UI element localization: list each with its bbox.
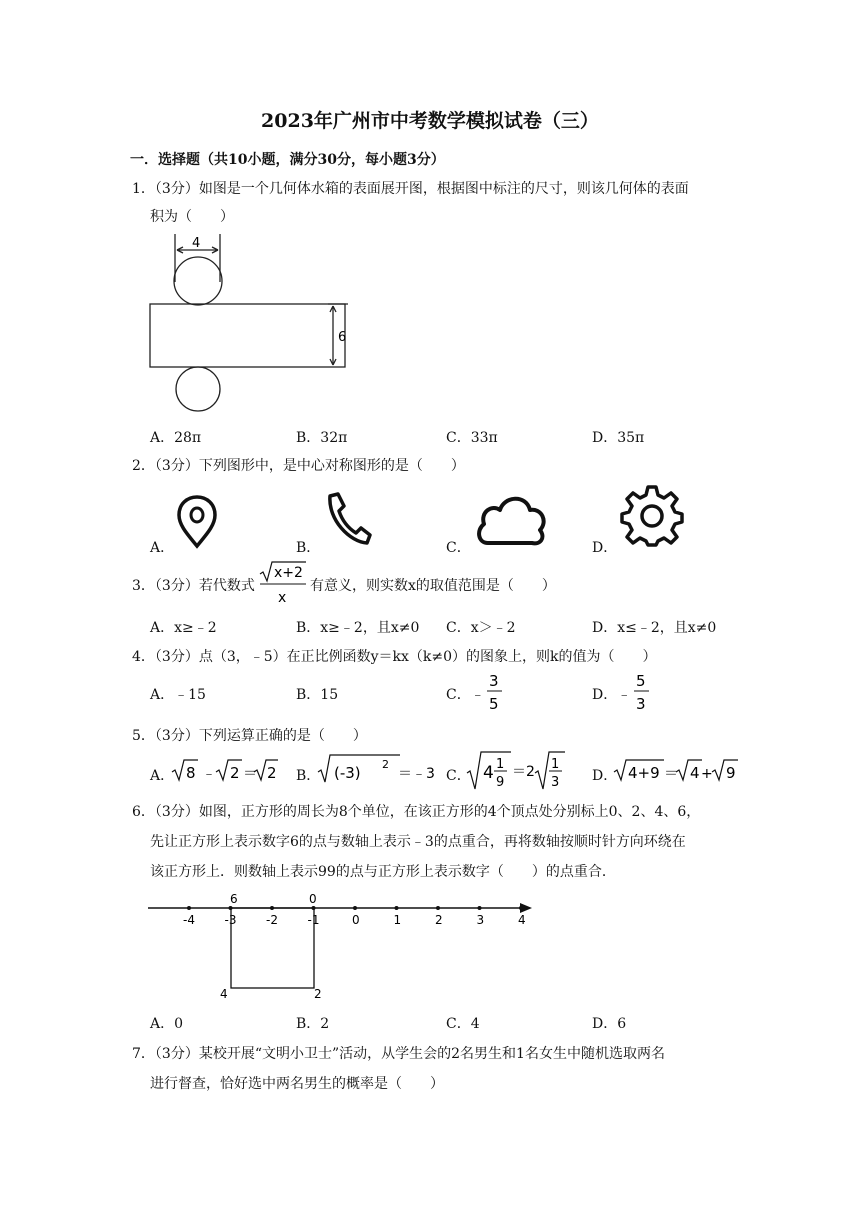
cloud-icon (474, 490, 548, 550)
top-circle (174, 257, 222, 305)
q5-option-b-expression (316, 752, 435, 786)
q5a-equals: ＝ (243, 766, 257, 782)
corner-label-6: 6 (230, 892, 238, 906)
q3-option-c[interactable]: C．x＞﹣2 (446, 620, 516, 636)
q5d-radicand-3: 9 (726, 764, 736, 782)
dim-top-label: 4 (192, 236, 201, 251)
axis-tick (478, 906, 482, 910)
q5b-rhs: ＝﹣3 (398, 766, 435, 782)
question-7-text: 7．（3分）某校开展“文明小卫士”活动，从学生会的2名男生和1名女生中随机选取两名 (132, 1046, 665, 1062)
rectangle (150, 304, 345, 367)
q4c-numerator: 3 (489, 672, 499, 690)
question-3-prefix: 3．（3分）若代数式 (132, 578, 255, 594)
q5c-num: 1 (496, 757, 505, 772)
gear-icon (620, 483, 684, 547)
q5a-radicand-1: 8 (186, 764, 196, 782)
fraction-expression (258, 560, 308, 608)
q2-option-d[interactable]: D． (592, 540, 618, 556)
axis-tick (395, 906, 399, 910)
q5d-plus: + (701, 766, 713, 782)
q2-option-a[interactable]: A． (150, 540, 175, 556)
question-3-suffix: 有意义，则实数x的取值范围是（ ） (310, 578, 556, 594)
q4c-denominator: 5 (489, 695, 499, 713)
q6-option-c[interactable]: C．4 (446, 1016, 480, 1032)
question-7-text-2: 进行督查，恰好选中两名男生的概率是（ ） (150, 1076, 444, 1092)
question-5-text: 5．（3分）下列运算正确的是（ ） (132, 728, 367, 744)
denominator: x (278, 590, 287, 606)
q1-option-a[interactable]: A．28π (150, 430, 202, 446)
phone-icon (322, 490, 372, 548)
q5c-whole: 4 (483, 763, 494, 783)
axis-tick-label: -4 (183, 913, 195, 927)
question-6-text: 6．（3分）如图，正方形的周长为8个单位，在该正方形的4个顶点处分别标上0、2、4、6， (132, 804, 701, 820)
section-heading: 一．选择题（共10小题，满分30分，每小题3分） (130, 152, 445, 168)
q4d-denominator: 3 (636, 695, 646, 713)
dim-side-label: 6 (338, 330, 347, 345)
question-2-text: 2．（3分）下列图形中，是中心对称图形的是（ ） (132, 458, 465, 474)
q5c-num2: 1 (551, 757, 560, 772)
q5a-radicand-2: 2 (230, 764, 240, 782)
q3-option-b[interactable]: B．x≥﹣2，且x≠0 (296, 620, 420, 636)
page-title: 2023年广州市中考数学模拟试卷（三） (261, 110, 599, 132)
corner-label-2: 2 (314, 987, 322, 1001)
axis-tick (187, 906, 191, 910)
axis-tick (353, 906, 357, 910)
q1-option-c[interactable]: C．33π (446, 430, 498, 446)
axis-tick-label: 2 (435, 913, 443, 927)
radicand: x+2 (274, 565, 303, 581)
question-6-text-3: 该正方形上．则数轴上表示99的点与正方形上表示数字（ ）的点重合． (150, 864, 616, 880)
q4d-numerator: 5 (636, 672, 646, 690)
corner-label-0: 0 (309, 892, 317, 906)
q5-option-a[interactable]: A． (150, 768, 175, 784)
q1-option-b[interactable]: B．32π (296, 430, 348, 446)
q4-option-a[interactable]: A．﹣15 (150, 687, 206, 703)
question-4-text: 4．（3分）点（3，﹣5）在正比例函数y＝kx（k≠0）的图象上，则k的值为（ ） (132, 649, 657, 665)
q5-option-c[interactable]: C． (446, 768, 471, 784)
q4-option-c[interactable]: C．﹣ (446, 687, 485, 703)
question-1-text-cont: 积为（ ） (150, 209, 234, 225)
q4-option-b[interactable]: B．15 (296, 687, 339, 703)
q5c-den: 9 (496, 775, 505, 790)
q5d-radicand-2: 4 (690, 764, 700, 782)
q4-option-d-fraction (632, 670, 652, 714)
q4-option-d[interactable]: D．﹣ (592, 687, 632, 703)
axis-tick-label: -2 (266, 913, 278, 927)
q6-option-b[interactable]: B．2 (296, 1016, 330, 1032)
q5b-exponent: 2 (382, 758, 389, 771)
q6-option-a[interactable]: A．0 (150, 1016, 184, 1032)
q5c-eq: ＝2 (512, 764, 535, 780)
q3-option-a[interactable]: A．x≥﹣2 (150, 620, 217, 636)
axis-tick-label: 3 (476, 913, 485, 927)
q5a-radicand-3: 2 (267, 764, 277, 782)
q5-option-b[interactable]: B． (296, 768, 321, 784)
axis-tick-label: 1 (393, 913, 402, 927)
q1-option-d[interactable]: D．35π (592, 430, 645, 446)
axis-tick (436, 906, 440, 910)
q4-option-c-fraction (485, 670, 505, 714)
q2-option-b[interactable]: B． (296, 540, 321, 556)
q5a-minus: ﹣ (202, 766, 216, 782)
q5-option-c-expression (465, 749, 585, 793)
q5-option-d-expression (612, 756, 760, 786)
q5-option-a-expression (170, 756, 280, 786)
question-6-text-2: 先让正方形上表示数字6的点与数轴上表示﹣3的点重合，再将数轴按顺时针方向环绕在 (150, 834, 686, 850)
q2-option-c[interactable]: C． (446, 540, 471, 556)
axis-tick-label: -1 (307, 913, 320, 927)
question-1-text: 1．（3分）如图是一个几何体水箱的表面展开图，根据图中标注的尺寸，则该几何体的表面 (132, 181, 689, 197)
q6-option-d[interactable]: D．6 (592, 1016, 627, 1032)
bottom-circle (176, 367, 220, 411)
corner-label-4: 4 (220, 987, 228, 1001)
location-pin-icon (175, 494, 220, 550)
net-diagram (140, 232, 370, 417)
number-line-diagram (140, 886, 540, 1004)
axis-tick-label: -3 (224, 913, 237, 927)
q5b-radicand: (-3) (334, 764, 361, 782)
q3-option-d[interactable]: D．x≤﹣2，且x≠0 (592, 620, 717, 636)
axis-tick-label: 4 (518, 913, 526, 927)
q5-option-d[interactable]: D． (592, 768, 618, 784)
q5d-radicand-1: 4+9 (628, 764, 660, 782)
q5d-eq: ＝ (664, 766, 678, 782)
q5c-den2: 3 (551, 775, 560, 790)
axis-tick-label: 0 (352, 913, 360, 927)
axis-tick (519, 906, 523, 910)
